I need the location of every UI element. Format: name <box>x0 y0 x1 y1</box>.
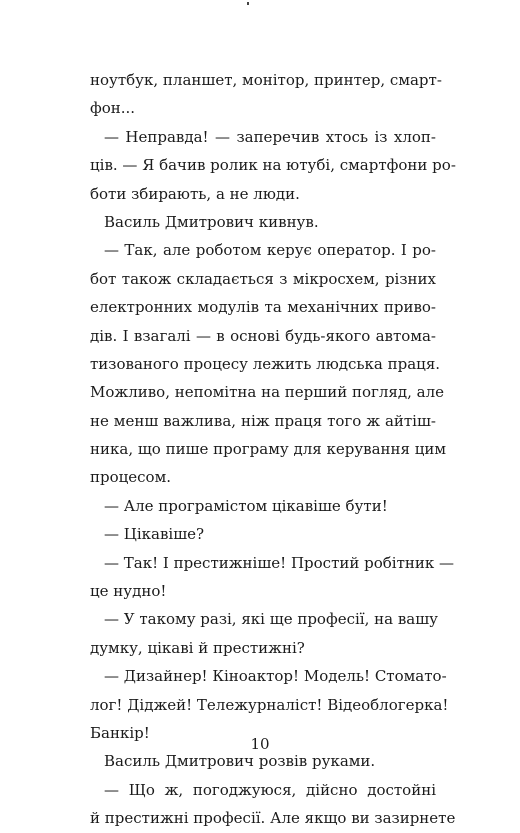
text-line: не менш важлива, ніж праця того ж айтіш- <box>90 411 436 430</box>
text-line: Банкір! <box>90 723 150 742</box>
text-line: це нудно! <box>90 582 167 601</box>
text-line: процесом. <box>90 468 172 487</box>
top-mark <box>247 2 249 5</box>
text-line: — Так, але роботом керує оператор. І ро- <box>104 241 436 260</box>
body-text <box>90 66 456 833</box>
text-line: — У такому разі, які ще професії, на вашу <box>104 610 438 629</box>
text-line: — Дизайнер! Кіноактор! Модель! Стомато- <box>104 667 447 686</box>
text-line: дів. І взагалі — в основі будь-якого автома- <box>90 326 436 345</box>
text-line: ноутбук, планшет, монітор, принтер, смарт- <box>90 71 442 89</box>
text-line: ців. — Я бачив ролик на ютубі, смартфони ро- <box>90 156 456 175</box>
text-line: лог! Діджей! Тележурналіст! Відеоблогерка! <box>90 695 449 714</box>
text-line: — Так! І престижніше! Простий робітник — <box>104 553 455 572</box>
text-line: фон... <box>90 99 136 118</box>
text-line: Можливо, непомітна на перший погляд, але <box>90 383 444 402</box>
text-line: тизованого процесу лежить людська праця. <box>90 354 441 373</box>
text-line: бот також складається з мікросхем, різних <box>90 269 436 288</box>
text-line: боти збирають, а не люди. <box>90 184 300 203</box>
text-line: й престижні професії. Але якщо ви зазирнете <box>90 809 456 828</box>
page-number: 10 <box>250 735 270 753</box>
text-line: — Цікавіше? <box>104 525 205 544</box>
text-line: думку, цікаві й престижні? <box>90 638 305 657</box>
text-line: — Що ж, погоджуюся, дійсно достойні <box>104 780 436 799</box>
text-line: — Але програмістом цікавіше бути! <box>104 496 388 515</box>
text-line: Василь Дмитрович розвів руками. <box>104 752 376 771</box>
text-line: ника, що пише програму для керування цим <box>90 440 447 459</box>
text-line: Василь Дмитрович кивнув. <box>104 212 319 231</box>
text-line: електронних модулів та механічних приво- <box>90 298 436 317</box>
text-line: — Неправда! — заперечив хтось із хлоп- <box>104 127 436 146</box>
